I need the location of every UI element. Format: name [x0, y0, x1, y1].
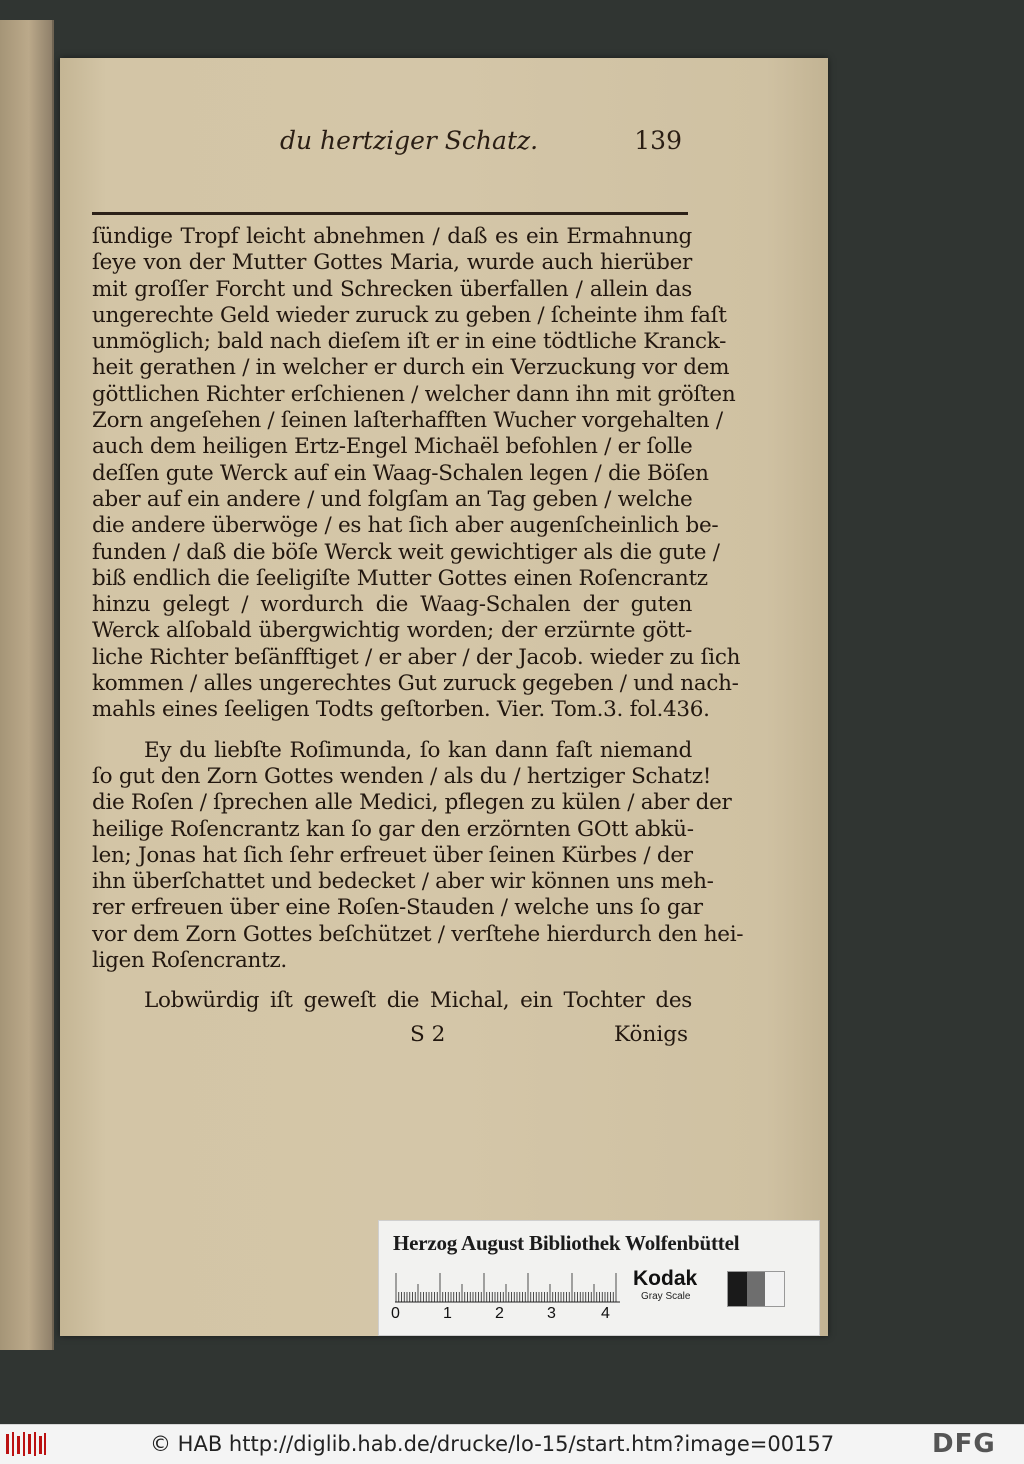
kodak-subtitle: Gray Scale: [641, 1291, 691, 1302]
gray-swatch: [747, 1272, 766, 1306]
page-number: 139: [634, 126, 682, 155]
catchword: Königs: [614, 1022, 688, 1047]
paragraph-gap: [92, 724, 692, 738]
text-line: Werck alſobald übergwichtig worden; der erzürnte gött-: [92, 618, 692, 644]
text-line: die andere überwöge / es hat ſich aber augenſcheinlich be-: [92, 513, 719, 539]
text-line: liche Richter beſänfftiget / er aber / der Jacob. wieder zu ſich: [92, 644, 741, 670]
gray-swatch: [765, 1272, 784, 1306]
text-line: ſündige Tropf leicht abnehmen / daß es ein Ermahnung: [92, 224, 692, 249]
body-text: [92, 224, 744, 1015]
ruler-label: 2: [495, 1305, 504, 1322]
text-line: auch dem heiligen Ertz-Engel Michaël befohlen / er ſolle: [92, 434, 693, 460]
text-line: vor dem Zorn Gottes beſchützet / verſtehe hierdurch den hei-: [92, 921, 744, 947]
signature-mark: S 2: [410, 1022, 446, 1047]
footer-bar: [0, 1424, 1024, 1464]
text-line: biß endlich die ſeeligiſte Mutter Gottes einen Roſencrantz: [92, 565, 708, 591]
text-line: len; Jonas hat ſich ſehr erfreuet über ſeinen Kürbes / der: [92, 842, 693, 868]
text-line: Ey du liebſte Roſimunda, ſo kan dann faſt niemand: [144, 737, 692, 763]
previous-page-edge: [0, 20, 54, 1350]
text-line: heilige Roſencrantz kan ſo gar den erzörnten GOtt abkü-: [92, 816, 694, 842]
running-head: [222, 120, 692, 160]
catch-line: [92, 1020, 692, 1050]
text-line: Lobwürdig iſt geweſt die Michal, ein Tochter des: [144, 988, 692, 1014]
text-line: ligen Roſencrantz.: [92, 948, 287, 974]
copyright-link[interactable]: © HAB http://diglib.hab.de/drucke/lo-15/start.htm?image=00157: [150, 1432, 835, 1456]
text-line: mit groſſer Forcht und Schrecken überfallen / allein das: [92, 276, 692, 302]
text-line: mahls eines ſeeligen Todts geſtorben. Vier. Tom.3. fol.436.: [92, 697, 710, 723]
text-line: ſo gut den Zorn Gottes wenden / als du / hertziger Schatz!: [92, 763, 712, 789]
text-line: aber auf ein andere / und folgſam an Tag geben / welche: [92, 486, 693, 512]
text-line: rer erfreuen über eine Roſen-Stauden / welche uns ſo gar: [92, 895, 703, 921]
dfg-logo: DFG: [932, 1429, 996, 1459]
text-line: unmöglich; bald nach dieſem iſt er in eine tödtliche Kranck-: [92, 329, 727, 355]
paragraph-gap: [92, 974, 692, 988]
ruler-scale: [395, 1273, 620, 1303]
text-line: göttlichen Richter erſchienen / welcher dann ihn mit gröſten: [92, 381, 736, 407]
text-line: die Roſen / ſprechen alle Medici, pflegen zu külen / aber der: [92, 790, 732, 816]
ruler-label: 3: [547, 1305, 556, 1322]
barcode-logo-icon: [4, 1430, 48, 1458]
gray-swatch: [728, 1272, 747, 1306]
text-line: Zorn angeſehen / ſeinen laſterhafften Wucher vorgehalten /: [92, 408, 723, 434]
ruler-labels: [391, 1305, 631, 1325]
ruler-label: 0: [391, 1305, 400, 1322]
text-line: ihn überſchattet und bedecket / aber wir können uns meh-: [92, 869, 714, 895]
library-name: Herzog August Bibliothek Wolfenbüttel: [393, 1231, 740, 1255]
text-line: deſſen gute Werck auf ein Waag-Schalen legen / die Böſen: [92, 460, 709, 486]
kodak-brand: Kodak: [633, 1267, 698, 1290]
running-title: du hertziger Schatz.: [280, 126, 539, 155]
gray-scale-swatches: [727, 1271, 785, 1307]
text-line: heit gerathen / in welcher er durch ein Verzuckung vor dem: [92, 355, 730, 381]
text-line: funden / daß die böſe Werck weit gewichtiger als die gute /: [92, 539, 720, 565]
color-target-card: [378, 1220, 820, 1336]
text-line: hinzu gelegt / wordurch die Waag-Schalen der guten: [92, 592, 692, 618]
text-line: ungerechte Geld wieder zuruck zu geben / ſcheinte ihm faſt: [92, 302, 727, 328]
header-rule: [92, 212, 688, 215]
ruler-label: 1: [443, 1305, 452, 1322]
text-line: kommen / alles ungerechtes Gut zuruck gegeben / und nach-: [92, 671, 739, 697]
text-line: ſeye von der Mutter Gottes Maria, wurde auch hierüber: [92, 250, 692, 276]
ruler-label: 4: [601, 1305, 610, 1322]
